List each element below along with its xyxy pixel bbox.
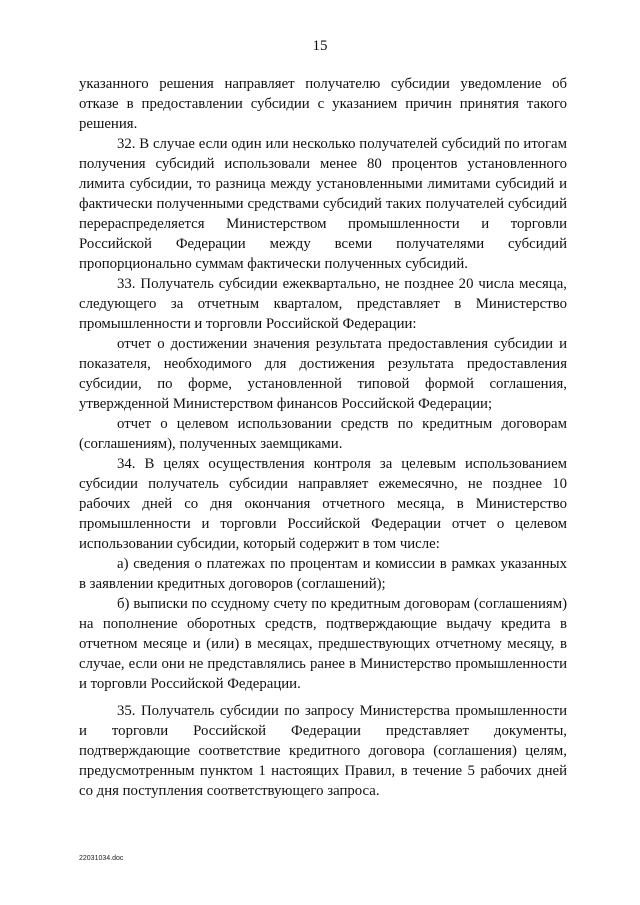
paragraph-32: 32. В случае если один или несколько получателей субсидий по итогам получения субсидий использовали менее 80 процентов установленного лимита субсидии, то разница между установленными лимитами субсидий и фактически полученными средствами субсидий таких получателей субсидий перераспределяется Министерством промышленности и торговли Российской Федерации между всеми получателями субсидий пропорционально суммам фактически полученных субсидий. [79, 136, 567, 272]
paragraph-33-report-result: отчет о достижении значения результата предоставления субсидии и показателя, необходимого для достижения результата предоставления субсидии, по форме, установленной типовой формой соглашения, утвержденной Министерством финансов Российской Федерации; [79, 336, 567, 412]
paragraph-34: 34. В целях осуществления контроля за целевым использованием субсидии получатель субсидии направляет ежемесячно, не позднее 10 рабочих дней со дня окончания отчетного месяца, в Министерство промышленности и торговли Российской Федерации отчет о целевом использовании субсидии, который содержит в том числе: [79, 456, 567, 552]
document-body [79, 74, 567, 801]
paragraph-34-item-a: а) сведения о платежах по процентам и комиссии в рамках указанных в заявлении кредитных договоров (соглашений); [79, 556, 567, 592]
paragraph-35: 35. Получатель субсидии по запросу Министерства промышленности и торговли Российской Федерации представляет документы, подтверждающие соответствие кредитного договора (соглашения) целям, предусмотренным пунктом 1 настоящих Правил, в течение 5 рабочих дней со дня поступления соответствующего запроса. [79, 703, 567, 799]
file-name-footer: 22031034.doc [79, 855, 124, 862]
paragraph-34-item-b: б) выписки по ссудному счету по кредитным договорам (соглашениям) на пополнение оборотных средств, подтверждающие выдачу кредита в отчетном месяце и (или) в месяцах, предшествующих отчетному месяцу, в случае, если они не представлялись ранее в Министерство промышленности и торговли Российской Федерации. [79, 596, 567, 692]
page-number: 15 [312, 38, 328, 54]
paragraph-33: 33. Получатель субсидии ежеквартально, не позднее 20 числа месяца, следующего за отчетным кварталом, представляет в Министерство промышленности и торговли Российской Федерации: [79, 276, 567, 332]
paragraph-continuation: указанного решения направляет получателю субсидии уведомление об отказе в предоставлении субсидии с указанием причин принятия такого решения. [79, 76, 567, 132]
paragraph-33-report-usage: отчет о целевом использовании средств по кредитным договорам (соглашениям), полученных заемщиками. [79, 416, 567, 452]
